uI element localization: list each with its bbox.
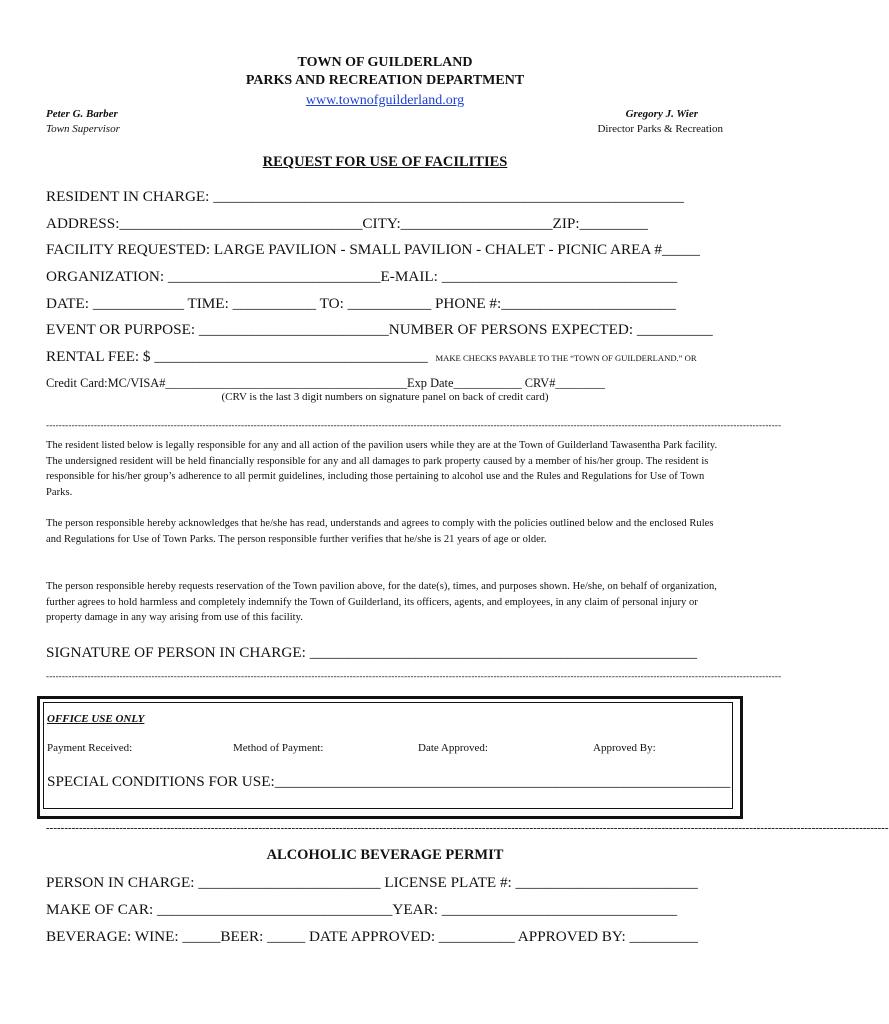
separator-2: --------------------------------------------------------------------------------------------------------------------------------------------------------------------------------------------------------------------------------------: [46, 671, 782, 681]
payment-received-label: Payment Received:: [47, 742, 133, 754]
form-title-row: [0, 153, 770, 171]
town-name: TOWN OF GUILDERLAND: [297, 55, 473, 70]
rental-fee-note: MAKE CHECKS PAYABLE TO THE “TOWN OF GUILDERLAND.” OR: [435, 353, 697, 363]
website-link[interactable]: www.townofguilderland.org: [305, 93, 465, 108]
crv-note: (CRV is the last 3 digit numbers on signature panel on back of credit card): [221, 391, 549, 403]
special-conditions-field[interactable]: SPECIAL CONDITIONS FOR USE:____________________________________________________________: [47, 773, 731, 790]
indemnity-paragraph: The person responsible hereby requests reservation of the Town pavilion above, for the date(s), times, and purposes shown. He/she, on behalf of organization, further agrees to hold harmless and completely indemnify the Town of Guilderland, its officers, agents, and employees, in any claim of personal injury or property damage in any way arising from use of this facility.: [46, 581, 717, 624]
event-purpose-field[interactable]: EVENT OR PURPOSE: _________________________NUMBER OF PERSONS EXPECTED: __________: [46, 321, 713, 338]
alcohol-car-field[interactable]: MAKE OF CAR: _______________________________YEAR: _______________________________: [46, 901, 678, 918]
credit-card-field[interactable]: Credit Card:MC/VISA#_______________________________________Exp Date___________ CRV#________: [46, 376, 605, 390]
office-use-title: OFFICE USE ONLY: [47, 713, 145, 725]
office-use-box: [43, 702, 733, 809]
director-name: Gregory J. Wier: [625, 108, 698, 120]
supervisor-name: Peter G. Barber: [46, 108, 118, 120]
department-name: PARKS AND RECREATION DEPARTMENT: [245, 73, 525, 88]
website-row: [0, 91, 770, 109]
acknowledgement-paragraph: The person responsible hereby acknowledges that he/she has read, understands and agrees to comply with the policies outlined below and the enclosed Rules and Regulations for Use of Town Parks. The person responsible further verifies that he/she is 21 years of age or older.: [46, 518, 714, 545]
date-approved-label: Date Approved:: [418, 742, 488, 754]
rental-fee-field[interactable]: RENTAL FEE: $ ____________________________________: [46, 348, 428, 365]
signature-field[interactable]: SIGNATURE OF PERSON IN CHARGE: ___________________________________________________: [46, 644, 697, 661]
director-title: Director Parks & Recreation: [597, 123, 723, 135]
approved-by-label: Approved By:: [593, 742, 656, 754]
separator-1: --------------------------------------------------------------------------------------------------------------------------------------------------------------------------------------------------------------------------------------: [46, 420, 782, 430]
method-of-payment-label: Method of Payment:: [233, 742, 324, 754]
resident-in-charge-field[interactable]: RESIDENT IN CHARGE: ______________________________________________________________: [46, 188, 685, 205]
facility-requested-field[interactable]: FACILITY REQUESTED: LARGE PAVILION - SMALL PAVILION - CHALET - PICNIC AREA #_____: [46, 241, 700, 258]
responsibility-paragraph: The resident listed below is legally responsible for any and all action of the pavilion users while they are at the Town of Guilderland Tawasentha Park facility. The undersigned resident will be held financially responsible for any and all damages to park property caused by a member of his/her group. The resident is responsible for his/her group’s adherence to all permit guidelines, including those pertaining to alcohol use and the Rules and Regulations for Use of Town Parks.: [46, 440, 718, 498]
supervisor-title: Town Supervisor: [46, 123, 120, 135]
alcohol-beverage-field[interactable]: BEVERAGE: WINE: _____BEER: _____ DATE APPROVED: __________ APPROVED BY: _________: [46, 928, 698, 945]
organization-field[interactable]: ORGANIZATION: ____________________________E-MAIL: _______________________________: [46, 268, 678, 285]
alcohol-permit-title: ALCOHOLIC BEVERAGE PERMIT: [266, 847, 504, 863]
address-field[interactable]: ADDRESS:________________________________CITY:____________________ZIP:_________: [46, 215, 648, 232]
date-time-field[interactable]: DATE: ____________ TIME: ___________ TO: ___________ PHONE #:_______________________: [46, 295, 676, 312]
alcohol-person-field[interactable]: PERSON IN CHARGE: ________________________ LICENSE PLATE #: ________________________: [46, 874, 698, 891]
separator-3: --------------------------------------------------------------------------------------------------------------------------------------------------------------------------------------------------------------------------------------: [46, 822, 889, 834]
form-title: REQUEST FOR USE OF FACILITIES: [262, 154, 508, 170]
rental-fee-row[interactable]: [46, 348, 697, 366]
